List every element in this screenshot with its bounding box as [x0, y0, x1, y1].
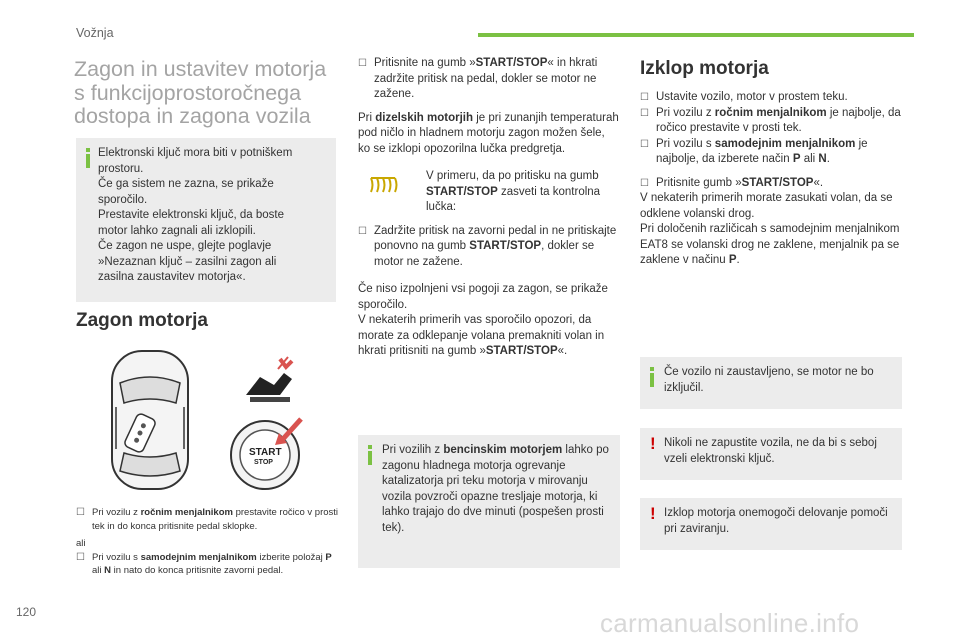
key-warning-text: Nikoli ne zapustite vozila, ne da bi s seboj vzeli elektronski ključ. [664, 437, 877, 465]
bullet-icon: ☐ [76, 507, 85, 518]
info-icon [650, 367, 654, 387]
title-line-2: s funkcijoprostoročnega [74, 80, 302, 105]
start-instructions [76, 506, 340, 578]
title-line-3: dostopa in zagona vozila [74, 104, 311, 128]
info-icon [86, 148, 90, 168]
bullet-icon: ☐ [640, 92, 649, 103]
section-accent-bar [478, 33, 914, 37]
bullet-icon: ☐ [76, 551, 85, 563]
car-top-view-icon [100, 345, 200, 495]
list-item: ☐ Pri vozilu s samodejnim menjalnikom je najbolje, da izberete način P ali N. [640, 137, 868, 165]
petrol-info-box [358, 435, 620, 568]
conditions-paragraph: Če niso izpolnjeni vsi pogoji za zagon, se prikaže sporočilo. [358, 283, 608, 311]
list-item: ☐ Pri vozilu z ročnim menjalnikom prestavite ročico v prosti tek in do konca pritisnite pedal sklopke. [76, 507, 339, 532]
brake-warning-box [640, 498, 902, 550]
foot-pedal-icon [240, 355, 300, 405]
list-item: ☐ Ustavite vozilo, motor v prostem teku. [640, 90, 902, 106]
watermark: carmanualsonline.info [600, 608, 860, 638]
start-stop-button-illustration [227, 413, 307, 493]
diesel-paragraph: Pri dizelskih motorjih je pri zunanjih temperaturah pod ničlo in hladnem motorju zagon možen šele, ko se izklopi opozorilna lučka predgretja. [358, 111, 619, 155]
key-info-text: Elektronski ključ mora biti v potniškem prostoru. Če ga sistem ne zazna, se prikaže sporočilo. Prestavite elektronski ključ, da boste motor lahko zagnali ali izklopili. Če zagon ne uspe, glejte poglavje »Nezaznan ključ – zasilni zagon ali zasilna zaustavitev motorja«. [98, 147, 293, 283]
section-heading-start: Zagon motorja [76, 310, 208, 331]
info-icon [368, 445, 372, 465]
petrol-info-text: Pri vozilih z bencinskim motorjem lahko po zagonu hladnega motorja ogrevanje katalizatorja pri teku motorja v mirovanju vozila povzroči opazne tresljaje motorja, ki lahko trajajo do dve minuti (pospešen prosti tek). [382, 444, 609, 534]
bullet-icon: ☐ [640, 107, 649, 119]
column-2 [358, 56, 620, 360]
steering-paragraph: V nekaterih primerih vas sporočilo opozori, da morate za odklepanje volana premakniti volan in hkrati pritisniti na gumb »START/STOP«. [358, 314, 605, 357]
steering-unlock-paragraph: V nekaterih primerih morate zasukati volan, da se odklene volanski drog. [640, 192, 893, 220]
stop-info-text: Če vozilo ni zaustavljeno, se motor ne bo izključil. [664, 366, 874, 394]
list-item: ☐ Pritisnite na gumb »START/STOP« in hkrati zadržite pritisk na pedal, dokler se motor ne zažene. [358, 57, 598, 100]
page-number: 120 [16, 605, 37, 619]
key-info-box [76, 138, 336, 302]
start-label: START [249, 447, 282, 458]
bullet-icon: ☐ [640, 138, 649, 150]
list-item: ☐ Pritisnite gumb »START/STOP«. [640, 176, 902, 192]
bullet-icon: ☐ [640, 177, 649, 189]
list-item: ☐ Pri vozilu z ročnim menjalnikom je najbolje, da ročico prestavite v prosti tek. [640, 106, 901, 134]
list-item: ☐ Pri vozilu s samodejnim menjalnikom izberite položaj P ali N in nato do konca pritisnite zavorni pedal. [76, 551, 332, 576]
car-key-illustration [100, 345, 200, 495]
bullet-icon: ☐ [358, 58, 367, 69]
stop-info-box [640, 357, 902, 409]
stop-label: STOP [254, 459, 273, 466]
section-heading-stop: Izklop motorja [640, 58, 769, 79]
title-line-1: Zagon in ustavitev motorja [74, 57, 327, 81]
key-warning-box [640, 428, 902, 480]
glow-plug-warning-icon [368, 175, 398, 195]
page-title [74, 58, 344, 129]
section-label: Vožnja [76, 26, 114, 40]
column-3 [640, 90, 902, 269]
or-text: ali [76, 538, 86, 549]
bullet-icon: ☐ [358, 225, 367, 237]
warning-icon: ! [650, 504, 656, 523]
glow-plug-note: V primeru, da po pritisku na gumb START/STOP zasveti ta kontrolna lučka: [358, 169, 620, 216]
warning-icon: ! [650, 434, 656, 453]
brake-warning-text: Izklop motorja onemogoči delovanje pomoči pri zaviranju. [664, 507, 888, 535]
list-item: ☐ Zadržite pritisk na zavorni pedal in ne pritiskajte ponovno na gumb START/STOP, dokler se motor ne zažene. [358, 224, 617, 268]
pedal-press-illustration [240, 355, 300, 405]
eat8-paragraph: Pri določenih različicah s samodejnim menjalnikom EAT8 se volanski drog ne zaklene, menjalnik pa se zaklene v načinu P. [640, 223, 900, 266]
